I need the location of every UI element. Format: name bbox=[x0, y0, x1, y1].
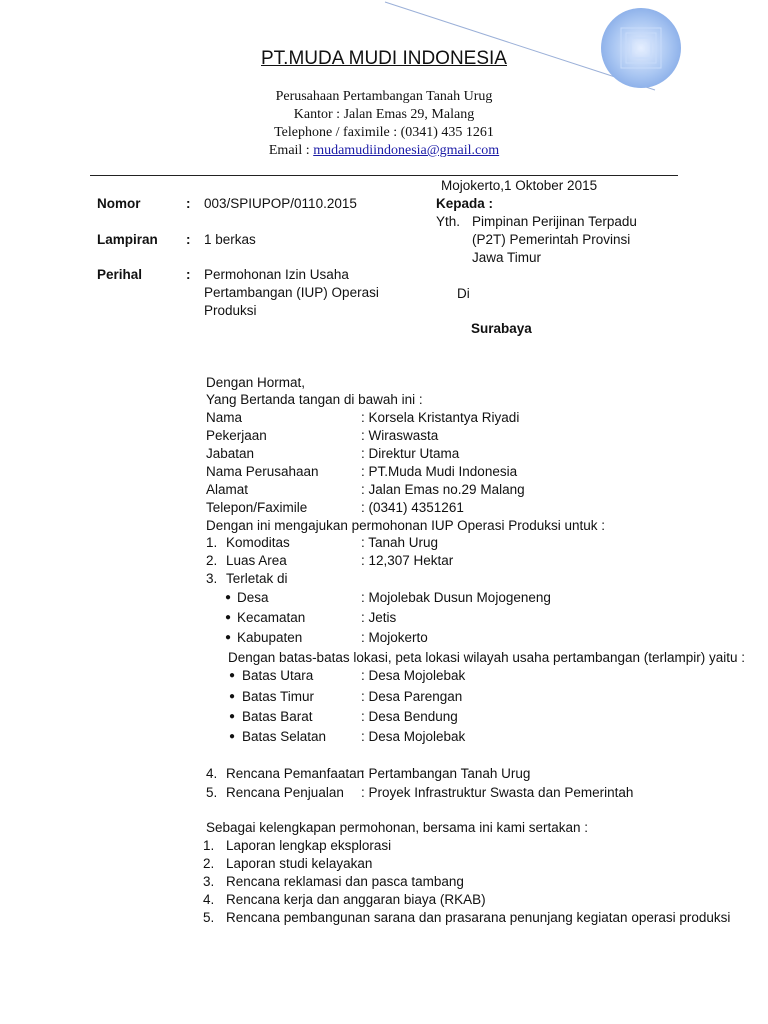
letter-date: Mojokerto,1 Oktober 2015 bbox=[441, 178, 598, 193]
bullet-icon: ● bbox=[229, 731, 236, 742]
plan-label: Rencana Pemanfaatan bbox=[226, 766, 365, 781]
plan-label: Rencana Penjualan bbox=[226, 785, 344, 800]
attachment-number: 3. bbox=[203, 874, 215, 889]
field-label: Jabatan bbox=[206, 446, 255, 461]
field-label: Pekerjaan bbox=[206, 428, 267, 443]
perihal-line: Permohonan Izin Usaha bbox=[204, 267, 349, 282]
recipient-line: Pimpinan Perijinan Terpadu bbox=[472, 214, 637, 229]
attachment-item: Rencana kerja dan anggaran biaya (RKAB) bbox=[226, 892, 486, 907]
perihal-line: Produksi bbox=[204, 303, 257, 318]
attach-intro: Sebagai kelengkapan permohonan, bersama ini kami sertakan : bbox=[206, 820, 588, 835]
bullet-icon: ● bbox=[225, 632, 232, 643]
bullet-icon: ● bbox=[225, 592, 232, 603]
nomor-label: Nomor bbox=[97, 196, 141, 211]
item-label: Komoditas bbox=[226, 535, 290, 550]
item-number: 2. bbox=[206, 553, 218, 568]
plan-value: : Pertambangan Tanah Urug bbox=[361, 766, 531, 781]
nomor-value: 003/SPIUPOP/0110.2015 bbox=[204, 196, 357, 211]
item-number: 3. bbox=[206, 571, 218, 586]
location-value: : Jetis bbox=[361, 610, 397, 625]
field-value: : Wiraswasta bbox=[361, 428, 439, 443]
boundary-intro: Dengan batas-batas lokasi, peta lokasi wilayah usaha pertambangan (terlampir) yaitu : bbox=[228, 650, 746, 665]
attachment-number: 2. bbox=[203, 856, 215, 871]
attachment-item: Laporan lengkap eksplorasi bbox=[226, 838, 392, 853]
boundary-value: : Desa Bendung bbox=[361, 709, 458, 724]
nomor-colon: : bbox=[186, 196, 191, 211]
attachment-number: 5. bbox=[203, 910, 215, 925]
kepada-label: Kepada : bbox=[436, 196, 494, 211]
boundary-label: Batas Selatan bbox=[242, 729, 327, 744]
location-label: Desa bbox=[237, 590, 269, 605]
perihal-colon: : bbox=[186, 267, 191, 282]
item-value: : 12,307 Hektar bbox=[361, 553, 454, 568]
company-name: PT.MUDA MUDI INDONESIA bbox=[261, 48, 507, 69]
field-label: Alamat bbox=[206, 482, 249, 497]
location-label: Kabupaten bbox=[237, 630, 303, 645]
item-label: Terletak di bbox=[226, 571, 288, 586]
attachment-number: 1. bbox=[203, 838, 215, 853]
item-label: Luas Area bbox=[226, 553, 287, 568]
boundary-value: : Desa Mojolebak bbox=[361, 729, 466, 744]
field-value: : PT.Muda Mudi Indonesia bbox=[361, 464, 518, 479]
boundary-value: : Desa Parengan bbox=[361, 689, 463, 704]
field-label: Telepon/Faximile bbox=[206, 500, 308, 515]
header-divider bbox=[90, 175, 678, 176]
request-text: Dengan ini mengajukan permohonan IUP Operasi Produksi untuk : bbox=[206, 518, 605, 533]
attachment-item: Rencana pembangunan sarana dan prasarana penunjang kegiatan operasi produksi bbox=[226, 910, 731, 925]
bullet-icon: ● bbox=[229, 691, 236, 702]
yth-label: Yth. bbox=[436, 214, 461, 229]
email-line bbox=[0, 143, 768, 159]
field-value: : Jalan Emas no.29 Malang bbox=[361, 482, 525, 497]
intro-text: Yang Bertanda tangan di bawah ini : bbox=[206, 392, 423, 407]
plan-value: : Proyek Infrastruktur Swasta dan Pemerintah bbox=[361, 785, 634, 800]
bullet-icon: ● bbox=[229, 670, 236, 681]
office-address: Kantor : Jalan Emas 29, Malang bbox=[293, 107, 475, 122]
item-number: 1. bbox=[206, 535, 218, 550]
recipient-line: Jawa Timur bbox=[472, 250, 542, 265]
boundary-label: Batas Utara bbox=[242, 668, 314, 683]
perihal-line: Pertambangan (IUP) Operasi bbox=[204, 285, 379, 300]
location-value: : Mojokerto bbox=[361, 630, 428, 645]
greeting: Dengan Hormat, bbox=[206, 375, 306, 390]
field-label: Nama bbox=[206, 410, 243, 425]
phone-fax: Telephone / faximile : (0341) 435 1261 bbox=[274, 125, 494, 140]
location-value: : Mojolebak Dusun Mojogeneng bbox=[361, 590, 551, 605]
email-link[interactable]: mudamudiindonesia@gmail.com bbox=[313, 143, 500, 158]
lampiran-colon: : bbox=[186, 232, 191, 247]
boundary-value: : Desa Mojolebak bbox=[361, 668, 466, 683]
lampiran-label: Lampiran bbox=[97, 232, 158, 247]
field-value: : Direktur Utama bbox=[361, 446, 460, 461]
field-value: : Korsela Kristantya Riyadi bbox=[361, 410, 520, 425]
bullet-icon: ● bbox=[229, 711, 236, 722]
company-subtitle: Perusahaan Pertambangan Tanah Urug bbox=[275, 89, 493, 104]
field-value: : (0341) 4351261 bbox=[361, 500, 464, 515]
item-value: : Tanah Urug bbox=[361, 535, 439, 550]
item-number: 5. bbox=[206, 785, 218, 800]
item-number: 4. bbox=[206, 766, 218, 781]
location-label: Kecamatan bbox=[237, 610, 306, 625]
boundary-label: Batas Timur bbox=[242, 689, 315, 704]
bullet-icon: ● bbox=[225, 612, 232, 623]
boundary-label: Batas Barat bbox=[242, 709, 313, 724]
attachment-number: 4. bbox=[203, 892, 215, 907]
field-label: Nama Perusahaan bbox=[206, 464, 319, 479]
di-label: Di bbox=[457, 286, 470, 301]
recipient-line: (P2T) Pemerintah Provinsi bbox=[472, 232, 631, 247]
perihal-label: Perihal bbox=[97, 267, 143, 282]
email-label: Email : bbox=[268, 143, 314, 158]
attachment-item: Laporan studi kelayakan bbox=[226, 856, 373, 871]
recipient-city: Surabaya bbox=[471, 321, 532, 336]
attachment-item: Rencana reklamasi dan pasca tambang bbox=[226, 874, 464, 889]
lampiran-value: 1 berkas bbox=[204, 232, 256, 247]
